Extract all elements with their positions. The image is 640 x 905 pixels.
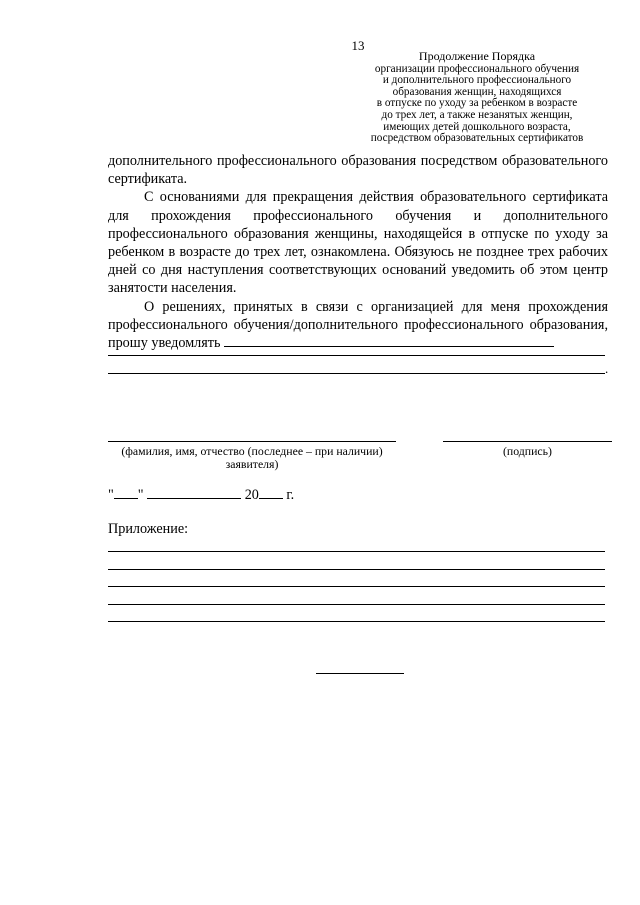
- year-field[interactable]: [259, 486, 283, 499]
- header-line: до трех лет, а также незанятых женщин,: [381, 108, 573, 121]
- signature-caption: (подпись): [503, 444, 552, 458]
- appendix-line-3[interactable]: [108, 586, 605, 587]
- header-title: Продолжение Порядка: [418, 49, 536, 63]
- paragraph-1: дополнительного профессионального образования посредством образовательного сертификата.: [108, 153, 608, 188]
- appendix-line-1[interactable]: [108, 551, 605, 552]
- notify-fill-line-2[interactable]: [108, 373, 605, 374]
- notify-fill-line-1[interactable]: [108, 355, 605, 356]
- header-line: образования женщин, находящихся: [392, 85, 562, 98]
- page-number: 13: [351, 38, 365, 53]
- end-divider: [316, 673, 404, 674]
- appendix-line-4[interactable]: [108, 604, 605, 605]
- signature-line[interactable]: [443, 441, 612, 442]
- appendix-label: Приложение:: [108, 521, 189, 537]
- month-field[interactable]: [147, 486, 241, 499]
- quote-open: ": [108, 487, 114, 503]
- header-block: [352, 51, 602, 145]
- notify-method-field[interactable]: [224, 334, 554, 347]
- header-line: в отпуске по уходу за ребенком в возрасте: [376, 97, 578, 110]
- paragraph-3: [108, 298, 608, 353]
- date-line: [108, 486, 294, 504]
- name-caption: [108, 445, 396, 470]
- name-caption-line-2: заявителя): [225, 456, 279, 471]
- appendix-line-2[interactable]: [108, 569, 605, 570]
- end-dot: .: [605, 361, 609, 376]
- header-line: организации профессионального обучения: [374, 62, 580, 75]
- day-field[interactable]: [114, 486, 138, 499]
- header-line: и дополнительного профессионального: [382, 74, 572, 87]
- year-prefix: 20: [244, 487, 259, 503]
- quote-close: ": [137, 487, 144, 503]
- year-suffix: г.: [286, 487, 295, 503]
- header-line: посредством образовательных сертификатов: [370, 132, 584, 145]
- name-signature-line[interactable]: [108, 441, 396, 442]
- paragraph-3-text: О решениях, принятых в связи с организацией для меня прохождения профессионального обучения/дополнительного профессионального образования, прошу уведомлять: [108, 298, 608, 352]
- name-caption-line-1: (фамилия, имя, отчество (последнее – при наличии): [121, 444, 383, 458]
- paragraph-2: С основаниями для прекращения действия образовательного сертификата для прохождения профессионального обучения и дополнительного профессионального образования женщины, находящейся в отпуске по уходу за ребенком в возрасте до трех лет, ознакомлена. Обязуюсь не позднее трех рабочих дней со дня наступления соответствующих оснований уведомить об этом центр занятости населения.: [108, 189, 608, 297]
- appendix-line-5[interactable]: [108, 621, 605, 622]
- body-text: [108, 152, 608, 352]
- header-line: имеющих детей дошкольного возраста,: [383, 120, 571, 133]
